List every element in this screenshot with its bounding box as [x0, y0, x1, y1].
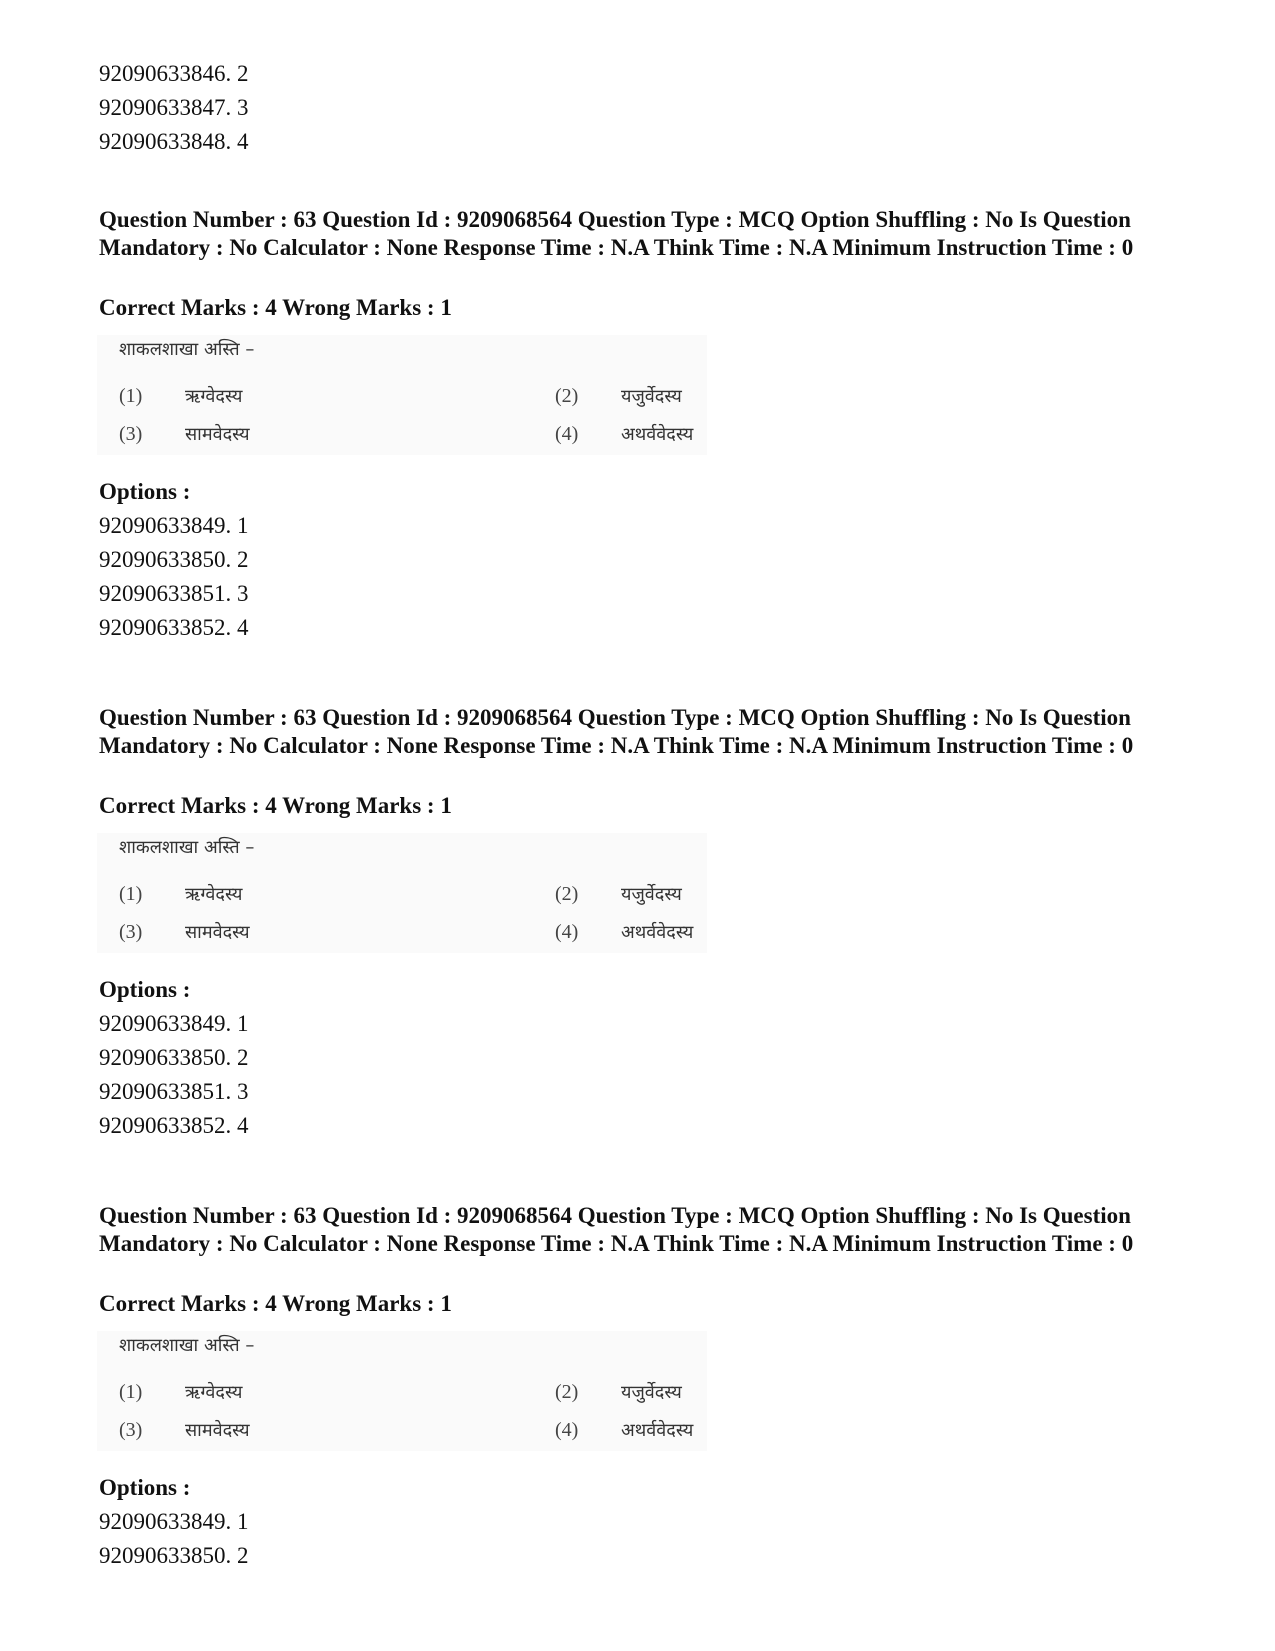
- question-stem: शाकलशाखा अस्ति –: [119, 1335, 255, 1356]
- question-header: Question Number : 63 Question Id : 9209068564 Question Type : MCQ Option Shuffling : No Is Question Mandatory : No Calculator : None Response Time : N.A Think Time : N.A Minimum Instruction Time : 0: [99, 207, 1134, 260]
- option-line: 92090633851. 3: [99, 1079, 249, 1104]
- choice-1: [119, 881, 242, 908]
- choice-text: ऋग्वेदस्य: [185, 884, 243, 905]
- choice-4: [555, 919, 693, 946]
- option-line: 92090633850. 2: [99, 1543, 249, 1568]
- choice-4: [555, 421, 693, 448]
- marks-line: Correct Marks : 4 Wrong Marks : 1: [99, 1291, 452, 1316]
- choice-number: (2): [555, 1381, 579, 1403]
- choice-4: [555, 1417, 693, 1444]
- choice-1: [119, 1379, 242, 1406]
- choice-number: (3): [119, 921, 143, 943]
- option-line: 92090633850. 2: [99, 1045, 249, 1070]
- options-label: Options :: [99, 977, 191, 1002]
- choice-number: (4): [555, 423, 579, 445]
- choice-2: [555, 383, 682, 410]
- choice-text: अथर्ववेदस्य: [621, 424, 694, 445]
- choice-number: (4): [555, 921, 579, 943]
- marks-line: Correct Marks : 4 Wrong Marks : 1: [99, 793, 452, 818]
- choice-number: (2): [555, 385, 579, 407]
- option-line: 92090633849. 1: [99, 1011, 249, 1036]
- choice-text: यजुर्वेदस्य: [621, 884, 682, 905]
- choice-number: (4): [555, 1419, 579, 1441]
- choice-text: अथर्ववेदस्य: [621, 922, 694, 943]
- question-image: [97, 1331, 707, 1451]
- marks-line: Correct Marks : 4 Wrong Marks : 1: [99, 295, 452, 320]
- question-stem: शाकलशाखा अस्ति –: [119, 837, 255, 858]
- option-line: 92090633852. 4: [99, 1113, 249, 1138]
- option-line: 92090633852. 4: [99, 615, 249, 640]
- option-line: 92090633848. 4: [99, 129, 249, 154]
- options-label: Options :: [99, 479, 191, 504]
- choice-text: ऋग्वेदस्य: [185, 386, 243, 407]
- choice-3: [119, 1417, 250, 1444]
- option-line: 92090633850. 2: [99, 547, 249, 572]
- question-header: Question Number : 63 Question Id : 9209068564 Question Type : MCQ Option Shuffling : No Is Question Mandatory : No Calculator : None Response Time : N.A Think Time : N.A Minimum Instruction Time : 0: [99, 1203, 1134, 1256]
- choice-2: [555, 881, 682, 908]
- choice-text: ऋग्वेदस्य: [185, 1382, 243, 1403]
- choice-3: [119, 421, 250, 448]
- options-label: Options :: [99, 1475, 191, 1500]
- question-stem: शाकलशाखा अस्ति –: [119, 339, 255, 360]
- choice-text: यजुर्वेदस्य: [621, 386, 682, 407]
- option-line: 92090633849. 1: [99, 513, 249, 538]
- choice-text: सामवेदस्य: [185, 922, 250, 943]
- option-line: 92090633849. 1: [99, 1509, 249, 1534]
- choice-number: (1): [119, 385, 143, 407]
- choice-number: (3): [119, 1419, 143, 1441]
- choice-text: सामवेदस्य: [185, 424, 250, 445]
- choice-text: सामवेदस्य: [185, 1420, 250, 1441]
- question-header: Question Number : 63 Question Id : 9209068564 Question Type : MCQ Option Shuffling : No Is Question Mandatory : No Calculator : None Response Time : N.A Think Time : N.A Minimum Instruction Time : 0: [99, 705, 1134, 758]
- choice-number: (1): [119, 883, 143, 905]
- choice-2: [555, 1379, 682, 1406]
- choice-1: [119, 383, 242, 410]
- option-line: 92090633851. 3: [99, 581, 249, 606]
- choice-text: अथर्ववेदस्य: [621, 1420, 694, 1441]
- choice-number: (2): [555, 883, 579, 905]
- option-line: 92090633847. 3: [99, 95, 249, 120]
- question-image: [97, 833, 707, 953]
- option-line: 92090633846. 2: [99, 61, 249, 86]
- question-image: [97, 335, 707, 455]
- choice-3: [119, 919, 250, 946]
- choice-number: (3): [119, 423, 143, 445]
- choice-number: (1): [119, 1381, 143, 1403]
- choice-text: यजुर्वेदस्य: [621, 1382, 682, 1403]
